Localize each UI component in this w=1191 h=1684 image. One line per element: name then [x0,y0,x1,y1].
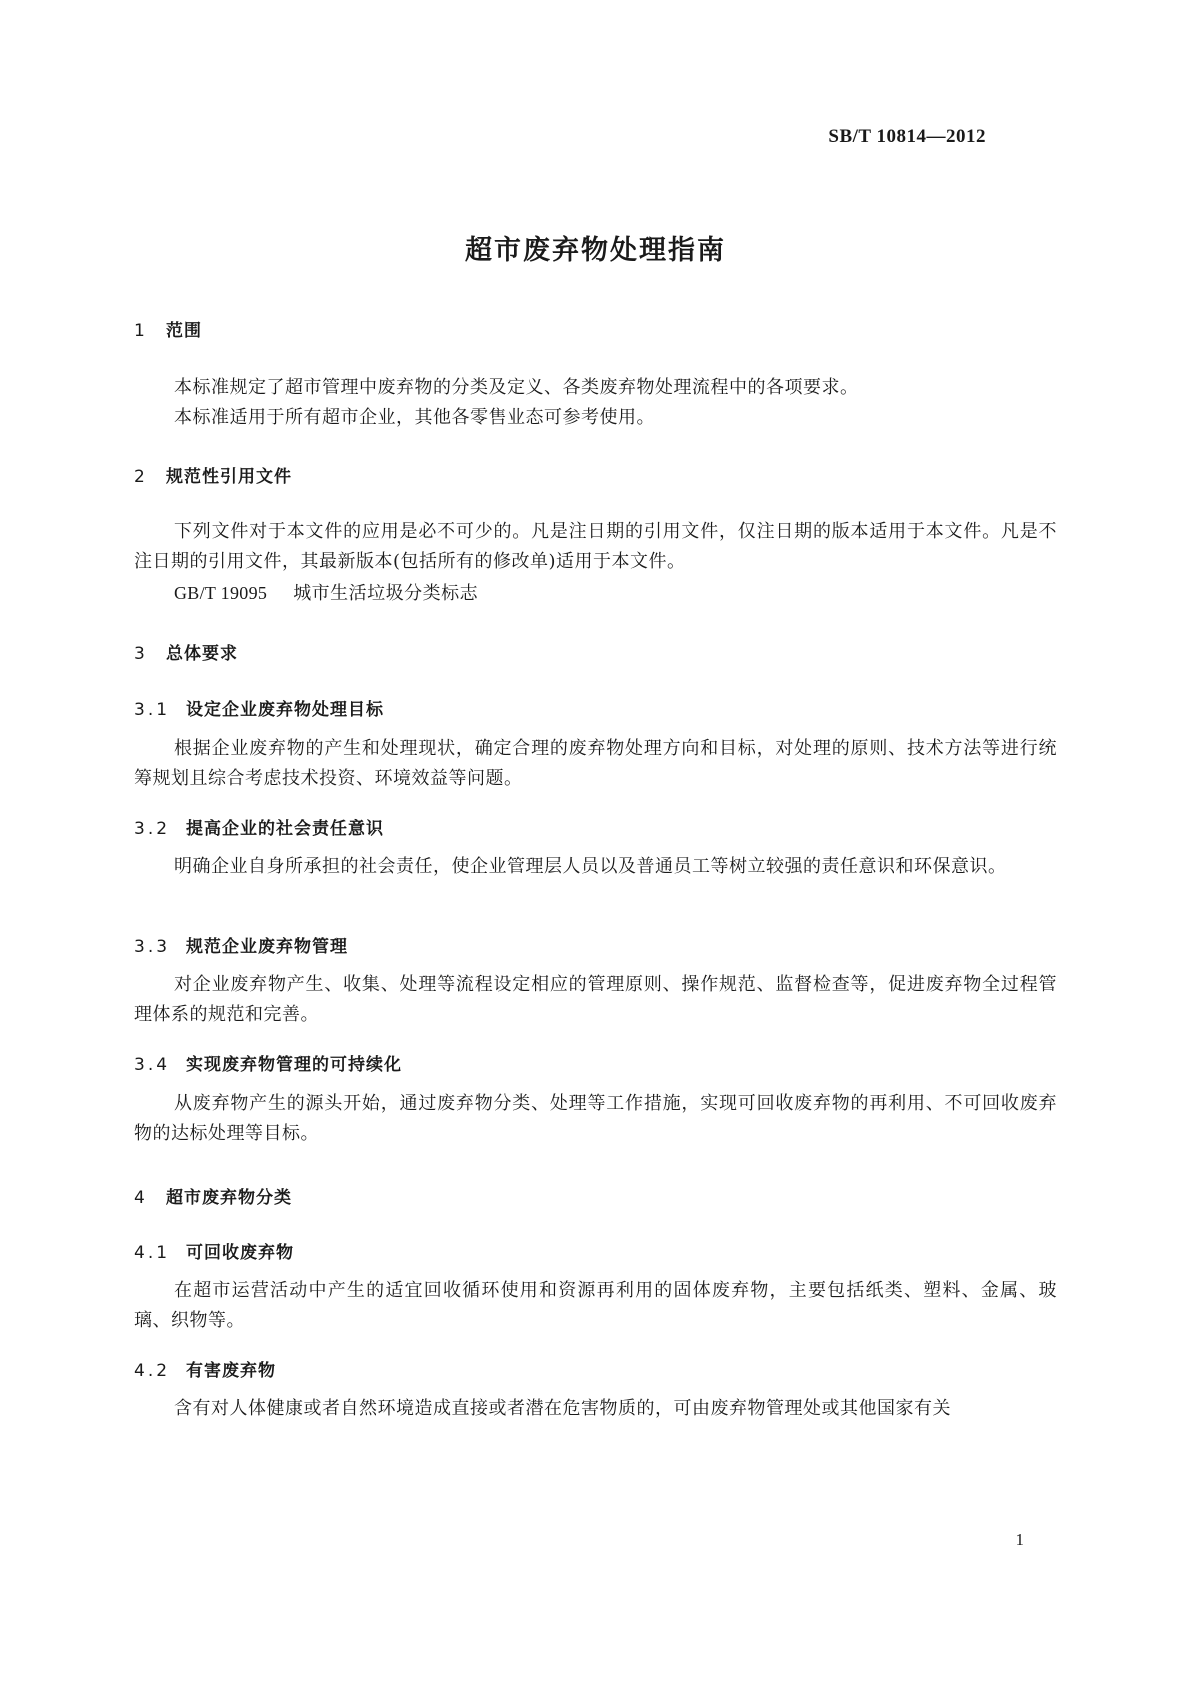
subsection-3-4-heading [134,1050,402,1075]
section-4-heading [134,1183,292,1208]
section-2-paragraph: 下列文件对于本文件的应用是必不可少的。凡是注日期的引用文件，仅注日期的版本适用于本文件。凡是不注日期的引用文件，其最新版本(包括所有的修改单)适用于本文件。 [134,521,1057,572]
section-3-heading [134,639,238,664]
section-title: 规范性引用文件 [166,467,292,487]
subsection-title: 实现废弃物管理的可持续化 [186,1055,402,1075]
subsection-title: 设定企业废弃物处理目标 [186,700,384,720]
section-1-paragraph-1: 本标准规定了超市管理中废弃物的分类及定义、各类废弃物处理流程中的各项要求。 [174,377,859,398]
subsection-3-4-paragraph: 从废弃物产生的源头开始，通过废弃物分类、处理等工作措施，实现可回收废弃物的再利用、不可回收废弃物的达标处理等目标。 [134,1093,1057,1144]
subsection-title: 有害废弃物 [186,1361,276,1381]
subsection-number: 3.4 [134,1055,171,1075]
subsection-3-1-heading [134,695,384,720]
normative-reference [174,579,478,605]
subsection-title: 提高企业的社会责任意识 [186,819,384,839]
subsection-4-2-heading [134,1356,276,1381]
subsection-4-1-heading [134,1238,294,1263]
reference-title: 城市生活垃圾分类标志 [293,583,479,604]
subsection-4-1-paragraph: 在超市运营活动中产生的适宜回收循环使用和资源再利用的固体废弃物，主要包括纸类、塑料、金属、玻璃、织物等。 [134,1280,1057,1331]
section-number: 1 [134,321,146,341]
subsection-4-2-paragraph: 含有对人体健康或者自然环境造成直接或者潜在危害物质的，可由废弃物管理处或其他国家有关 [174,1398,951,1419]
section-1-paragraph-2: 本标准适用于所有超市企业，其他各零售业态可参考使用。 [174,407,655,428]
reference-code: GB/T 19095 [174,583,268,603]
section-number: 4 [134,1188,146,1208]
subsection-3-2-paragraph: 明确企业自身所承担的社会责任，使企业管理层人员以及普通员工等树立较强的责任意识和环保意识。 [174,856,1007,877]
subsection-number: 3.3 [134,937,171,957]
section-number: 3 [134,644,146,664]
subsection-number: 3.1 [134,700,171,720]
document-title: 超市废弃物处理指南 [465,235,726,266]
subsection-number: 4.1 [134,1243,171,1263]
section-title: 范围 [166,321,202,341]
standard-code: SB/T 10814—2012 [828,126,986,147]
subsection-3-1-paragraph: 根据企业废弃物的产生和处理现状，确定合理的废弃物处理方向和目标，对处理的原则、技术方法等进行统筹规划且综合考虑技术投资、环境效益等问题。 [134,738,1057,789]
section-number: 2 [134,467,146,487]
subsection-title: 可回收废弃物 [186,1243,294,1263]
subsection-3-2-heading [134,814,384,839]
page-number: 1 [1015,1530,1024,1549]
section-2-heading [134,462,292,487]
section-title: 超市废弃物分类 [166,1188,292,1208]
subsection-3-3-heading [134,932,348,957]
subsection-title: 规范企业废弃物管理 [186,937,348,957]
subsection-3-3-paragraph: 对企业废弃物产生、收集、处理等流程设定相应的管理原则、操作规范、监督检查等，促进废弃物全过程管理体系的规范和完善。 [134,974,1057,1025]
subsection-number: 4.2 [134,1361,171,1381]
section-title: 总体要求 [166,644,238,664]
section-1-heading [134,316,202,341]
subsection-number: 3.2 [134,819,171,839]
